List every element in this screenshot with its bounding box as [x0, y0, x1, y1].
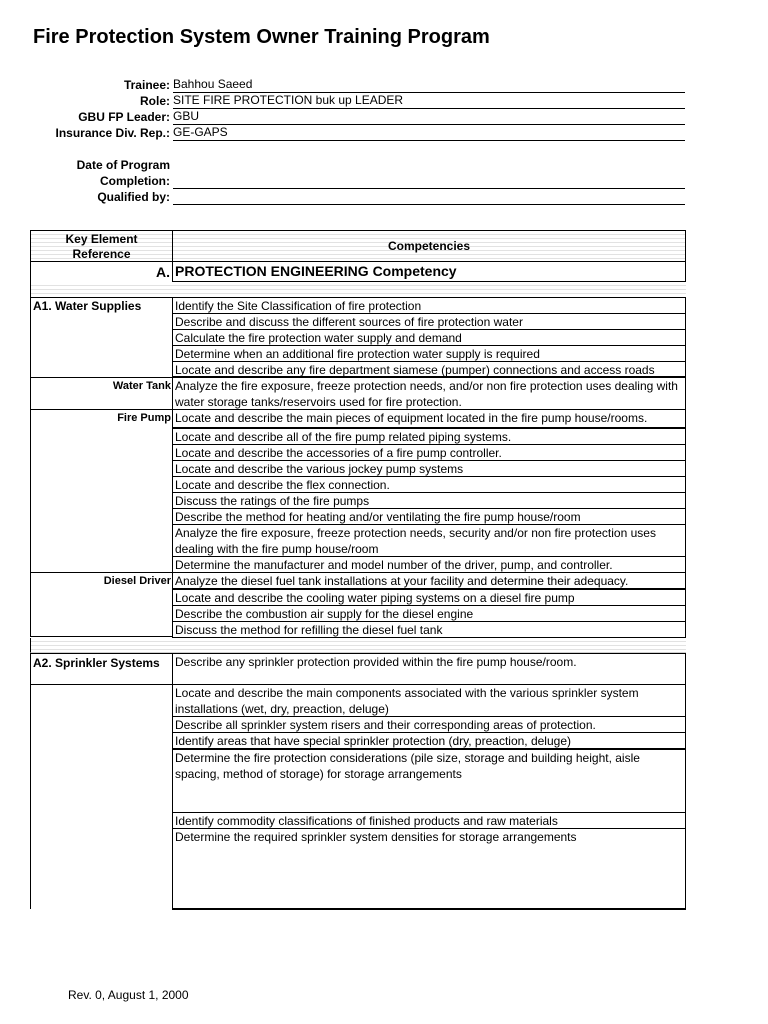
competency-row: Locate and describe the accessories of a fire pump controller.	[172, 445, 686, 461]
key-element-header	[30, 230, 172, 262]
insurance-rep-label: Insurance Div. Rep.:	[55, 126, 170, 140]
competency-row: Determine the fire protection considerations (pile size, storage and building height, aisle spacing, method of storage) for storage arrangements	[172, 750, 686, 813]
competency-row: Locate and describe the cooling water piping systems on a diesel fire pump	[172, 590, 686, 606]
qualified-by-label: Qualified by:	[97, 190, 170, 204]
key-fire-pump	[30, 410, 172, 573]
completion-date-label-line2: Completion:	[100, 174, 170, 188]
trainee-field[interactable]: Bahhou Saeed	[173, 77, 685, 93]
completion-date-label-line1: Date of Program	[76, 158, 170, 172]
competency-row: Describe the method for heating and/or ventilating the fire pump house/room	[172, 509, 686, 525]
key-water-tank-label: Water Tank	[112, 380, 171, 392]
qualified-by-field[interactable]	[173, 189, 685, 205]
role-field[interactable]: SITE FIRE PROTECTION buk up LEADER	[173, 93, 685, 109]
competency-row: Describe any sprinkler protection provided within the fire pump house/room.	[172, 653, 686, 685]
competency-row: Locate and describe the main pieces of equipment located in the fire pump house/rooms.	[172, 410, 686, 429]
role-label: Role:	[140, 94, 170, 108]
gbu-fp-leader-label: GBU FP Leader:	[78, 110, 170, 124]
key-diesel-driver	[30, 573, 172, 637]
competency-row: Describe the combustion air supply for the diesel engine	[172, 606, 686, 622]
competency-row: Analyze the diesel fuel tank installations at your facility and determine their adequacy.	[172, 573, 686, 590]
competency-row: Determine the required sprinkler system densities for storage arrangements	[172, 829, 686, 910]
key-a1-water-supplies	[30, 297, 172, 378]
competency-row: Discuss the ratings of the fire pumps	[172, 493, 686, 509]
competency-row: Calculate the fire protection water supply and demand	[172, 330, 686, 346]
gbu-fp-leader-field[interactable]: GBU	[173, 109, 685, 125]
page-title: Fire Protection System Owner Training Program	[33, 26, 490, 48]
trainee-label: Trainee:	[123, 78, 170, 92]
section-letter: A.	[30, 262, 172, 282]
competency-row: Discuss the method for refilling the diesel fuel tank	[172, 622, 686, 638]
section-title: PROTECTION ENGINEERING Competency	[172, 262, 686, 282]
competency-row: Describe and discuss the different sources of fire protection water	[172, 314, 686, 330]
competency-row: Locate and describe the various jockey pump systems	[172, 461, 686, 477]
key-diesel-driver-label: Diesel Driver	[103, 575, 171, 587]
key-fire-pump-label: Fire Pump	[117, 412, 171, 424]
competency-row: Locate and describe the flex connection.	[172, 477, 686, 493]
key-element-header-line1: Key Element	[65, 232, 138, 246]
key-a2-label: A2. Sprinkler Systems	[33, 656, 160, 670]
competency-row: Identify the Site Classification of fire protection	[172, 297, 686, 314]
key-a2-continuation	[30, 685, 172, 909]
key-element-header-line2: Reference	[72, 247, 131, 261]
competency-row: Locate and describe the main components associated with the various sprinkler system installations (wet, dry, preaction, deluge)	[172, 685, 686, 717]
competency-row: Identify commodity classifications of finished products and raw materials	[172, 813, 686, 829]
key-a2-sprinkler-systems	[30, 653, 172, 685]
competency-row: Locate and describe any fire department siamese (pumper) connections and access roads	[172, 362, 686, 378]
competency-row: Analyze the fire exposure, freeze protection needs, and/or non fire protection uses dealing with water storage tanks/reservoirs used for fire protection.	[172, 378, 686, 410]
competencies-header: Competencies	[172, 230, 686, 262]
competency-row: Analyze the fire exposure, freeze protection needs, security and/or non fire protection uses dealing with the fire pump house/room	[172, 525, 686, 557]
competency-row: Describe all sprinkler system risers and their corresponding areas of protection.	[172, 717, 686, 733]
competency-row: Determine when an additional fire protection water supply is required	[172, 346, 686, 362]
spacer-row	[30, 282, 686, 298]
competency-row: Identify areas that have special sprinkler protection (dry, preaction, deluge)	[172, 733, 686, 750]
competency-row: Locate and describe all of the fire pump related piping systems.	[172, 429, 686, 445]
key-a1-label: A1. Water Supplies	[33, 299, 142, 313]
revision-note: Rev. 0, August 1, 2000	[68, 988, 189, 1002]
key-water-tank	[30, 378, 172, 410]
insurance-rep-field[interactable]: GE-GAPS	[173, 125, 685, 141]
competency-row: Determine the manufacturer and model number of the driver, pump, and controller.	[172, 557, 686, 573]
spacer-row	[30, 638, 686, 653]
completion-date-field[interactable]	[173, 173, 685, 189]
